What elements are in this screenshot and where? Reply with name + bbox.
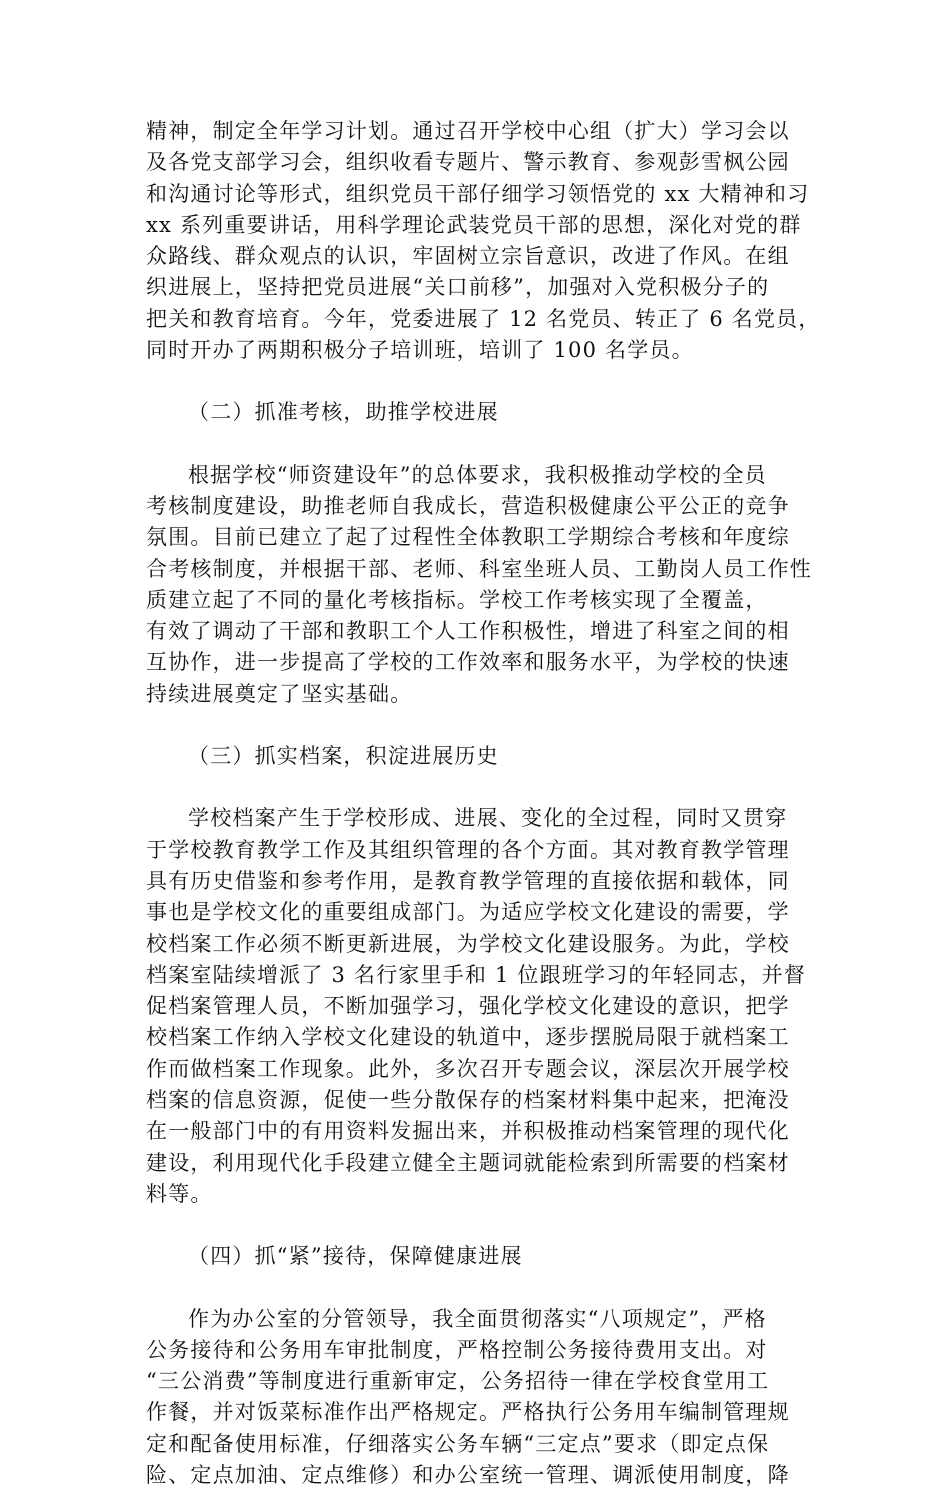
text-line: 档案的信息资源，促使一些分散保存的档案材料集中起来，把淹没 — [146, 1085, 806, 1116]
text-line: 精神，制定全年学习计划。通过召开学校中心组（扩大）学习会以 — [146, 116, 806, 147]
text-line: 氛围。目前已建立了起了过程性全体教职工学期综合考核和年度综 — [146, 522, 806, 553]
section-heading-assessment: （二）抓准考核，助推学校进展 — [146, 397, 806, 428]
paragraph-assessment — [146, 460, 806, 710]
text-line: 作餐，并对饭菜标准作出严格规定。严格执行公务用车编制管理规 — [146, 1397, 806, 1428]
section-heading-archives: （三）抓实档案，积淀进展历史 — [146, 741, 806, 772]
text-line: 根据学校“师资建设年”的总体要求，我积极推动学校的全员 — [146, 460, 806, 491]
text-line: 学校档案产生于学校形成、进展、变化的全过程，同时又贯穿 — [146, 803, 806, 834]
paragraph-reception — [146, 1304, 806, 1491]
text-line: 事也是学校文化的重要组成部门。为适应学校文化建设的需要，学 — [146, 897, 806, 928]
text-line: 把关和教育培育。今年，党委进展了 12 名党员、转正了 6 名党员， — [146, 304, 806, 335]
text-line: 在一般部门中的有用资料发掘出来，并积极推动档案管理的现代化 — [146, 1116, 806, 1147]
text-line: 众路线、群众观点的认识，牢固树立宗旨意识，改进了作风。在组 — [146, 241, 806, 272]
text-line: 作而做档案工作现象。此外，多次召开专题会议，深层次开展学校 — [146, 1054, 806, 1085]
text-line: 档案室陆续增派了 3 名行家里手和 1 位跟班学习的年轻同志，并督 — [146, 960, 806, 991]
text-line: 料等。 — [146, 1179, 806, 1210]
document-page — [146, 116, 806, 1491]
text-line: 定和配备使用标准，仔细落实公务车辆“三定点”要求（即定点保 — [146, 1429, 806, 1460]
text-line: 校档案工作必须不断更新进展，为学校文化建设服务。为此，学校 — [146, 929, 806, 960]
text-line: 及各党支部学习会，组织收看专题片、警示教育、参观彭雪枫公园 — [146, 147, 806, 178]
section-heading-reception: （四）抓“紧”接待，保障健康进展 — [146, 1241, 806, 1272]
paragraph-party-building — [146, 116, 806, 366]
text-line: 合考核制度，并根据干部、老师、科室坐班人员、工勤岗人员工作性 — [146, 554, 806, 585]
text-line: 具有历史借鉴和参考作用，是教育教学管理的直接依据和载体，同 — [146, 866, 806, 897]
text-line: 建设，利用现代化手段建立健全主题词就能检索到所需要的档案材 — [146, 1148, 806, 1179]
text-line: 互协作，进一步提高了学校的工作效率和服务水平，为学校的快速 — [146, 647, 806, 678]
text-line: 于学校教育教学工作及其组织管理的各个方面。其对教育教学管理 — [146, 835, 806, 866]
paragraph-archives — [146, 803, 806, 1210]
text-line: 同时开办了两期积极分子培训班，培训了 100 名学员。 — [146, 335, 806, 366]
text-line: 有效了调动了干部和教职工个人工作积极性，增进了科室之间的相 — [146, 616, 806, 647]
text-line: 作为办公室的分管领导，我全面贯彻落实“八项规定”，严格 — [146, 1304, 806, 1335]
text-line: xx 系列重要讲话，用科学理论武装党员干部的思想，深化对党的群 — [146, 210, 806, 241]
text-line: 和沟通讨论等形式，组织党员干部仔细学习领悟党的 xx 大精神和习 — [146, 179, 806, 210]
text-line: 校档案工作纳入学校文化建设的轨道中，逐步摆脱局限于就档案工 — [146, 1022, 806, 1053]
text-line: 持续进展奠定了坚实基础。 — [146, 679, 806, 710]
text-line: “三公消费”等制度进行重新审定，公务招待一律在学校食堂用工 — [146, 1366, 806, 1397]
text-line: 质建立起了不同的量化考核指标。学校工作考核实现了全覆盖， — [146, 585, 806, 616]
text-line: 险、定点加油、定点维修）和办公室统一管理、调派使用制度，降 — [146, 1460, 806, 1491]
text-line: 促档案管理人员，不断加强学习，强化学校文化建设的意识，把学 — [146, 991, 806, 1022]
text-line: 公务接待和公务用车审批制度，严格控制公务接待费用支出。对 — [146, 1335, 806, 1366]
text-line: 织进展上，坚持把党员进展“关口前移”，加强对入党积极分子的 — [146, 272, 806, 303]
text-line: 考核制度建设，助推老师自我成长，营造积极健康公平公正的竞争 — [146, 491, 806, 522]
